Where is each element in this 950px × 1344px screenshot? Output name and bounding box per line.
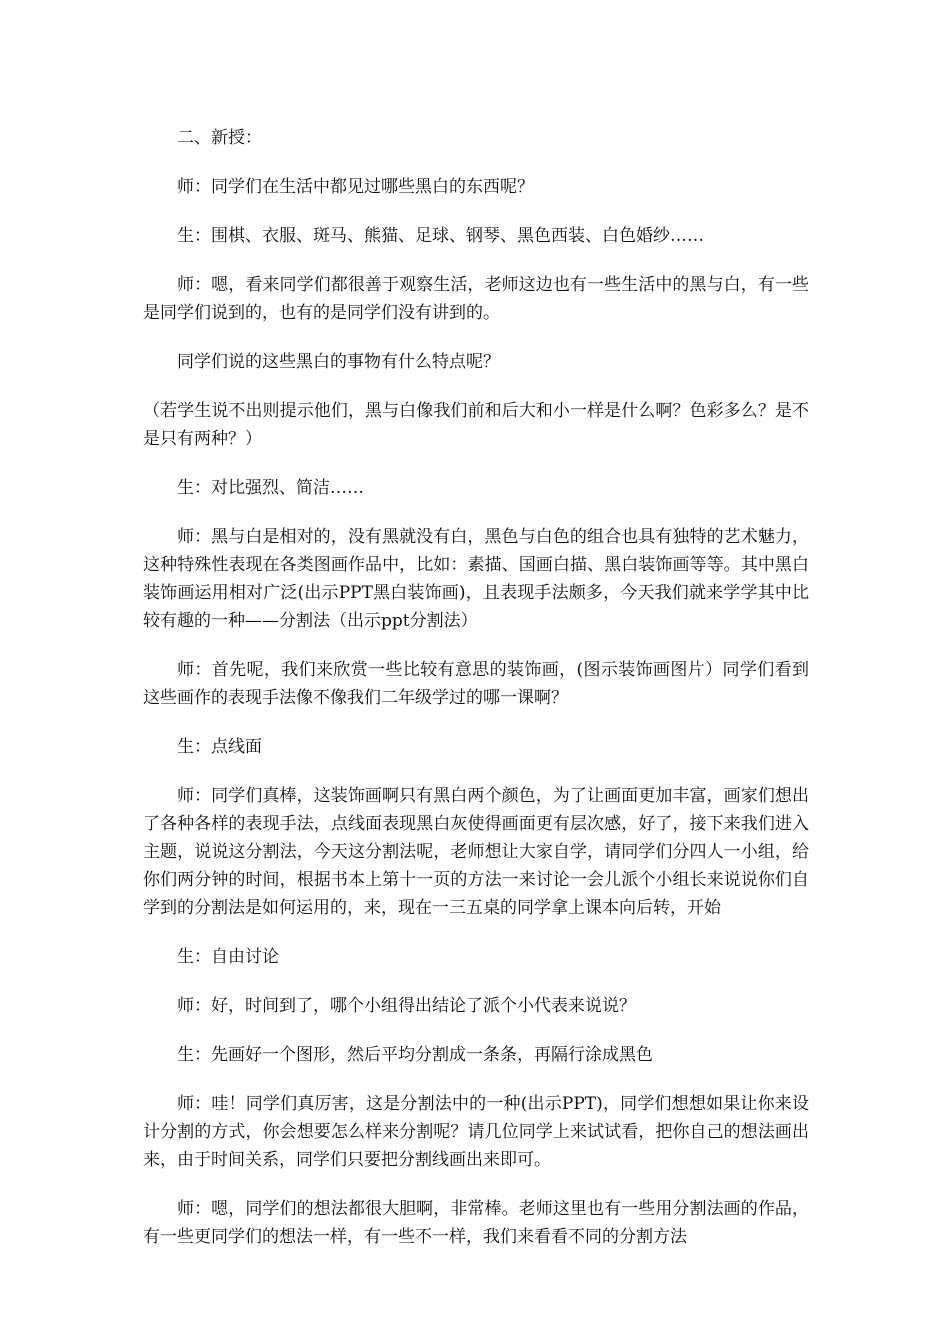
dialogue-paragraph: 师：嗯，看来同学们都很善于观察生活，老师这边也有一些生活中的黑与白，有一些是同学们说到的，也有的是同学们没有讲到的。: [143, 275, 809, 323]
dialogue-paragraph: 生：点线面: [177, 737, 262, 757]
dialogue-paragraph: 生：围棋、衣服、斑马、熊猫、足球、钢琴、黑色西装、白色婚纱……: [177, 226, 704, 246]
document-body: [143, 124, 809, 1272]
dialogue-paragraph: 师：黑与白是相对的，没有黑就没有白，黑色与白色的组合也具有独特的艺术魅力，这种特殊性表现在各类图画作品中，比如：素描、国画白描、黑白装饰画等等。其中黑白装饰画运用相对广泛(出示PPT黑白装饰画)，且表现手法颇多，今天我们就来学学其中比较有趣的一种——分割法（出示ppt分割法）: [143, 527, 809, 631]
dialogue-paragraph: 师：同学们在生活中都见过哪些黑白的东西呢？: [177, 177, 534, 197]
section-heading: 二、新授：: [177, 128, 262, 148]
dialogue-paragraph: 师：哇！同学们真厉害，这是分割法中的一种(出示PPT)，同学们想想如果让你来设计分割的方式，你会想要怎么样来分割呢？请几位同学上来试试看，把你自己的想法画出来，由于时间关系，同学们只要把分割线画出来即可。: [143, 1094, 809, 1170]
dialogue-paragraph: 生：自由讨论: [177, 947, 279, 967]
dialogue-paragraph: 生：对比强烈、简洁……: [177, 478, 364, 498]
dialogue-paragraph: 同学们说的这些黑白的事物有什么特点呢？: [177, 352, 500, 372]
teacher-note-paragraph: （若学生说不出则提示他们，黑与白像我们前和后大和小一样是什么啊？色彩多么？是不是只有两种？）: [143, 401, 809, 449]
dialogue-paragraph: 师：好，时间到了，哪个小组得出结论了派个小代表来说说？: [177, 996, 636, 1016]
dialogue-paragraph: 生：先画好一个图形，然后平均分割成一条条，再隔行涂成黑色: [177, 1045, 653, 1065]
dialogue-paragraph: 师：嗯，同学们的想法都很大胆啊，非常棒。老师这里也有一些用分割法画的作品，有一些更同学们的想法一样，有一些不一样，我们来看看不同的分割方法: [143, 1199, 809, 1247]
dialogue-paragraph: 师：首先呢，我们来欣赏一些比较有意思的装饰画，(图示装饰画图片）同学们看到这些画作的表现手法像不像我们二年级学过的哪一课啊？: [143, 660, 809, 708]
dialogue-paragraph: 师：同学们真棒，这装饰画啊只有黑白两个颜色，为了让画面更加丰富，画家们想出了各种各样的表现手法，点线面表现黑白灰使得画面更有层次感，好了，接下来我们进入主题，说说这分割法，今天这分割法呢，老师想让大家自学，请同学们分四人一小组，给你们两分钟的时间，根据书本上第十一页的方法一来讨论一会儿派个小组长来说说你们自学到的分割法是如何运用的，来，现在一三五桌的同学拿上课本向后转，开始: [143, 786, 809, 918]
